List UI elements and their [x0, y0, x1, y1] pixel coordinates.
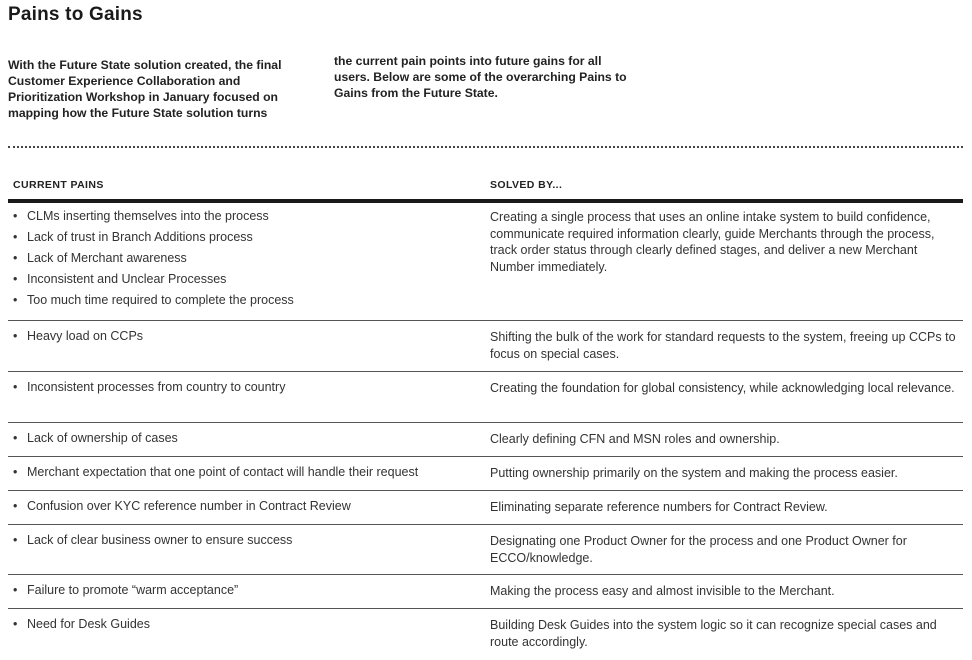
solution-text: Shifting the bulk of the work for standard requests to the system, freeing up CCPs to focus on special cases.	[490, 330, 956, 361]
solution-text: Making the process easy and almost invisible to the Merchant.	[490, 584, 835, 598]
pain-text: CLMs inserting themselves into the process	[27, 209, 269, 223]
page-title: Pains to Gains	[8, 4, 143, 25]
pain-text: Lack of ownership of cases	[27, 431, 178, 445]
intro-text-right: the current pain points into future gains for all users. Below are some of the overarching Pains to Gains from the Future State.	[334, 54, 627, 100]
bullet-icon: •	[13, 329, 18, 343]
pain-item	[13, 580, 473, 601]
table-row	[8, 321, 963, 372]
solution-text: Clearly defining CFN and MSN roles and ownership.	[490, 432, 780, 446]
bullet-icon: •	[13, 380, 18, 394]
pain-item	[13, 530, 473, 551]
pain-text: Merchant expectation that one point of contact will handle their request	[27, 465, 419, 479]
pain-item	[13, 326, 473, 347]
pain-item	[13, 462, 473, 483]
bullet-icon: •	[13, 251, 18, 265]
solution-text: Putting ownership primarily on the system and making the process easier.	[490, 466, 898, 480]
pain-item	[13, 227, 473, 248]
pain-item	[13, 428, 473, 449]
solution-text: Building Desk Guides into the system logic so it can recognize special cases and route accordingly.	[490, 618, 937, 649]
pain-text: Too much time required to complete the process	[27, 293, 294, 307]
pains-list	[13, 614, 473, 635]
table-row	[8, 491, 963, 525]
bullet-icon: •	[13, 583, 18, 597]
pain-text: Lack of Merchant awareness	[27, 251, 187, 265]
bullet-icon: •	[13, 617, 18, 631]
pains-list	[13, 377, 473, 398]
intro-text-left: With the Future State solution created, the final Customer Experience Collaboration and Prioritization Workshop in January focused on mapping how the Future State solution turns	[8, 58, 282, 120]
pain-text: Lack of clear business owner to ensure success	[27, 533, 293, 547]
bullet-icon: •	[13, 272, 18, 286]
pain-item	[13, 377, 473, 398]
pain-text: Inconsistent and Unclear Processes	[27, 272, 227, 286]
pains-list	[13, 428, 473, 449]
pain-item	[13, 496, 473, 517]
pains-list	[13, 530, 473, 551]
pain-item	[13, 248, 473, 269]
pain-text: Heavy load on CCPs	[27, 329, 144, 343]
table-row	[8, 609, 963, 659]
bullet-icon: •	[13, 465, 18, 479]
table-row	[8, 457, 963, 491]
solution-text: Creating a single process that uses an online intake system to build confidence, communicate required information clearly, guide Merchants through the process, track order status through clearly defined stages, and deliver a new Merchant Number immediately.	[490, 210, 935, 274]
dotted-divider	[8, 146, 963, 148]
bullet-icon: •	[13, 533, 18, 547]
bullet-icon: •	[13, 293, 18, 307]
solution-text: Eliminating separate reference numbers for Contract Review.	[490, 500, 828, 514]
table-row	[8, 372, 963, 423]
pains-list	[13, 496, 473, 517]
pain-item	[13, 206, 473, 227]
pain-text: Confusion over KYC reference number in Contract Review	[27, 499, 351, 513]
solution-text: Creating the foundation for global consistency, while acknowledging local relevance.	[490, 381, 955, 395]
table-row	[8, 203, 963, 321]
bullet-icon: •	[13, 431, 18, 445]
solution-text: Designating one Product Owner for the process and one Product Owner for ECCO/knowledge.	[490, 534, 907, 565]
pain-text: Lack of trust in Branch Additions process	[27, 230, 253, 244]
pain-item	[13, 269, 473, 290]
table-row	[8, 575, 963, 609]
bullet-icon: •	[13, 209, 18, 223]
pains-list	[13, 206, 473, 311]
pains-list	[13, 326, 473, 347]
pains-list	[13, 462, 473, 483]
pain-text: Need for Desk Guides	[27, 617, 150, 631]
bullet-icon: •	[13, 499, 18, 513]
table-row	[8, 423, 963, 457]
column-header-solved-by: SOLVED BY...	[490, 179, 563, 191]
column-header-current-pains: CURRENT PAINS	[13, 179, 104, 191]
pain-text: Failure to promote “warm acceptance”	[27, 583, 239, 597]
pain-text: Inconsistent processes from country to country	[27, 380, 286, 394]
bullet-icon: •	[13, 230, 18, 244]
pain-item	[13, 614, 473, 635]
table-row	[8, 525, 963, 575]
pains-list	[13, 580, 473, 601]
pain-item	[13, 290, 473, 311]
